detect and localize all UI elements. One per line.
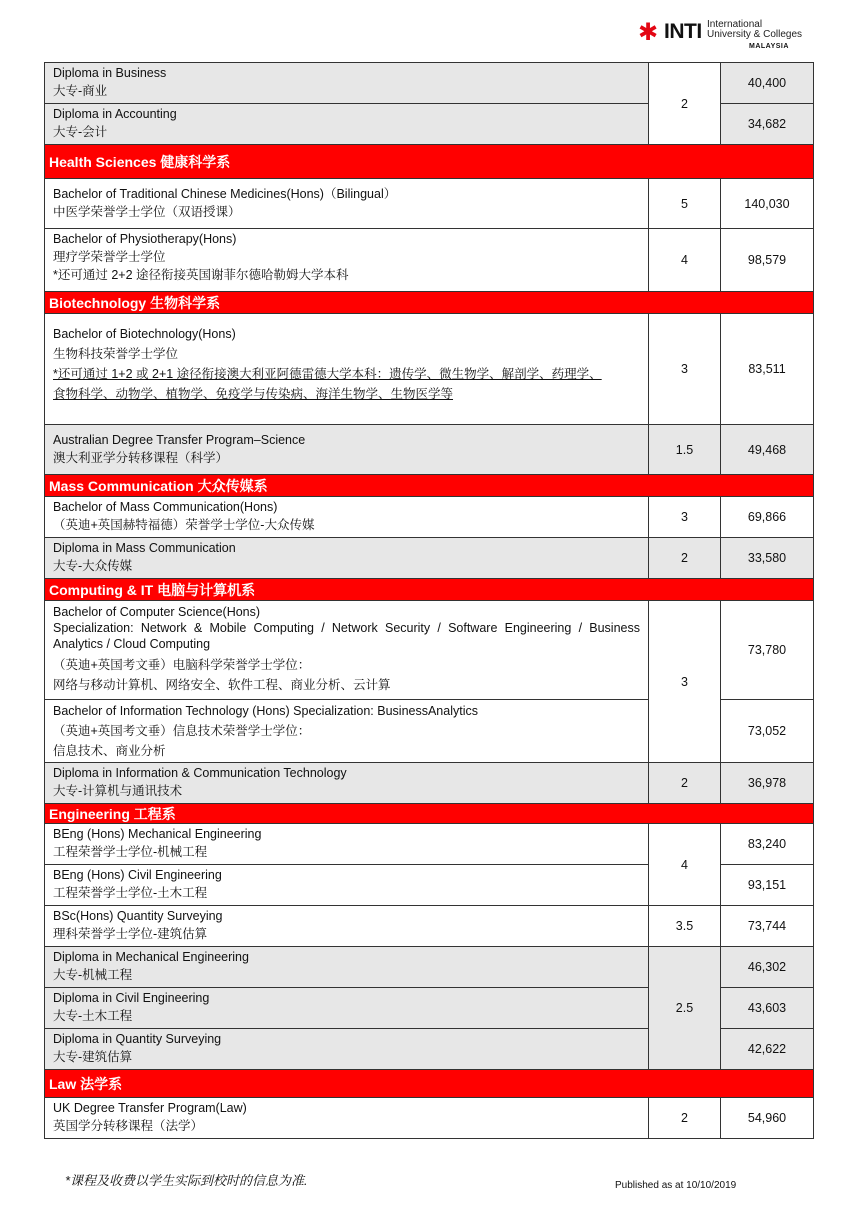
inti-logo — [638, 18, 818, 54]
program-cell — [45, 314, 649, 425]
section-header — [45, 579, 814, 601]
program-note: *还可通过 2+2 途径衔接英国谢菲尔德哈勒姆大学本科 — [53, 268, 349, 282]
program-name-zh: 英国学分转移课程（法学） — [53, 1119, 204, 1133]
program-cell — [45, 906, 649, 947]
program-cell — [45, 601, 649, 700]
fee-cell: 83,511 — [721, 314, 814, 425]
program-name-en: BEng (Hons) Mechanical Engineering — [53, 827, 262, 841]
years-cell: 1.5 — [649, 425, 721, 475]
table-row — [45, 497, 814, 538]
program-note: *还可通过 1+2 或 2+1 途径衔接澳大利亚阿德雷德大学本科：遗传学、微生物学、解剖学、药理学、 — [53, 367, 602, 381]
program-name-zh: 中医学荣誉学士学位（双语授课） — [53, 205, 241, 219]
fee-cell: 54,960 — [721, 1098, 814, 1139]
program-name-en: Bachelor of Biotechnology(Hons) — [53, 327, 236, 341]
program-name-en: Diploma in Mass Communication — [53, 541, 236, 555]
fee-cell: 140,030 — [721, 179, 814, 229]
fee-cell: 83,240 — [721, 824, 814, 865]
years-cell: 3 — [649, 601, 721, 763]
years-cell: 2 — [649, 63, 721, 145]
star-logo-icon: ✱ — [638, 18, 659, 46]
years-cell: 3.5 — [649, 906, 721, 947]
section-header — [45, 292, 814, 314]
years-cell: 2 — [649, 1098, 721, 1139]
fee-cell: 73,780 — [721, 601, 814, 700]
section-header — [45, 145, 814, 179]
section-title: Health Sciences 健康科学系 — [45, 145, 814, 179]
years-cell: 4 — [649, 229, 721, 292]
fee-cell: 33,580 — [721, 538, 814, 579]
fee-cell: 40,400 — [721, 63, 814, 104]
years-cell: 3 — [649, 497, 721, 538]
program-name-zh: 大专-机械工程 — [53, 968, 133, 982]
program-name-en: Diploma in Quantity Surveying — [53, 1032, 222, 1046]
section-title: Law 法学系 — [45, 1070, 814, 1098]
table-row — [45, 63, 814, 104]
table-row — [45, 314, 814, 425]
fee-cell: 43,603 — [721, 988, 814, 1029]
fee-cell: 98,579 — [721, 229, 814, 292]
program-name-zh: （英迪+英国考文垂）电脑科学荣誉学士学位： — [53, 658, 311, 672]
program-cell — [45, 63, 649, 104]
table-row — [45, 947, 814, 988]
section-header — [45, 804, 814, 824]
fee-cell: 49,468 — [721, 425, 814, 475]
program-name-en: Bachelor of Physiotherapy(Hons) — [53, 232, 237, 246]
table-row — [45, 229, 814, 292]
years-cell: 5 — [649, 179, 721, 229]
fee-cell: 73,052 — [721, 700, 814, 763]
program-name-zh: 理疗学荣誉学士学位 — [53, 250, 166, 264]
program-name-en: Bachelor of Mass Communication(Hons) — [53, 500, 278, 514]
program-name-en: Bachelor of Computer Science(Hons) — [53, 605, 261, 619]
table-row — [45, 601, 814, 700]
program-name-zh: 大专-计算机与通讯技术 — [53, 784, 183, 798]
program-cell — [45, 700, 649, 763]
table-row — [45, 425, 814, 475]
program-name-zh: 工程荣誉学士学位-土木工程 — [53, 886, 208, 900]
program-cell — [45, 538, 649, 579]
program-name-zh: 澳大利亚学分转移课程（科学） — [53, 451, 229, 465]
logo-line-1: International — [707, 19, 763, 30]
program-name-en: Diploma in Information & Communication Technology — [53, 766, 347, 780]
logo-subtitle — [707, 20, 802, 40]
logo-country: MALAYSIA — [749, 43, 789, 50]
program-cell — [45, 824, 649, 865]
program-specialization-zh: 网络与移动计算机、网络安全、软件工程、商业分析、云计算 — [53, 678, 391, 692]
section-title: Biotechnology 生物科学系 — [45, 292, 814, 314]
fee-cell: 36,978 — [721, 763, 814, 804]
table-row — [45, 763, 814, 804]
program-cell — [45, 1029, 649, 1070]
section-header — [45, 475, 814, 497]
program-name-en: Diploma in Accounting — [53, 107, 177, 121]
program-cell — [45, 763, 649, 804]
program-name-zh: 工程荣誉学士学位-机械工程 — [53, 845, 208, 859]
program-name-en: Diploma in Business — [53, 66, 167, 80]
program-cell — [45, 425, 649, 475]
program-name-en: Bachelor of Traditional Chinese Medicines(Hons)（Bilingual） — [53, 187, 397, 201]
logo-line-2: University & Colleges — [707, 29, 803, 40]
program-name-zh: 理科荣誉学士学位-建筑估算 — [53, 927, 208, 941]
table-row — [45, 824, 814, 865]
section-title: Computing & IT 电脑与计算机系 — [45, 579, 814, 601]
table-row — [45, 1098, 814, 1139]
section-header — [45, 1070, 814, 1098]
program-cell — [45, 229, 649, 292]
program-name-zh: 大专-土木工程 — [53, 1009, 133, 1023]
years-cell: 2 — [649, 538, 721, 579]
program-cell — [45, 179, 649, 229]
fee-table — [44, 62, 814, 1139]
fee-cell: 46,302 — [721, 947, 814, 988]
program-name-en: Diploma in Mechanical Engineering — [53, 950, 249, 964]
program-cell — [45, 497, 649, 538]
program-name-en: Diploma in Civil Engineering — [53, 991, 210, 1005]
program-name-en: Bachelor of Information Technology (Hons) Specialization: BusinessAnalytics — [53, 704, 478, 718]
years-cell: 2 — [649, 763, 721, 804]
program-cell — [45, 947, 649, 988]
footer-note: *课程及收费以学生实际到校时的信息为准. — [65, 1173, 308, 1188]
program-name-en: BSc(Hons) Quantity Surveying — [53, 909, 223, 923]
table-row — [45, 538, 814, 579]
table-row — [45, 906, 814, 947]
program-name-zh: （英迪+英国赫特福德）荣誉学士学位-大众传媒 — [53, 518, 315, 532]
fee-cell: 73,744 — [721, 906, 814, 947]
program-name-en: BEng (Hons) Civil Engineering — [53, 868, 222, 882]
program-cell — [45, 865, 649, 906]
program-cell — [45, 988, 649, 1029]
program-specialization: Specialization: Network & Mobile Computing / Network Security / Software Engineering / Business Analytics / Cloud Computing — [53, 621, 640, 651]
table-row — [45, 179, 814, 229]
program-name-zh: 生物科技荣誉学士学位 — [53, 347, 179, 361]
section-title: Mass Communication 大众传媒系 — [45, 475, 814, 497]
section-title: Engineering 工程系 — [45, 804, 814, 824]
program-note: 食物科学、动物学、植物学、免疫学与传染病、海洋生物学、生物医学等 — [53, 387, 454, 401]
program-name-zh: 大专-建筑估算 — [53, 1050, 133, 1064]
program-name-zh: 大专-会计 — [53, 125, 108, 139]
program-cell — [45, 104, 649, 145]
years-cell: 4 — [649, 824, 721, 906]
program-name-zh: （英迪+英国考文垂）信息技术荣誉学士学位： — [53, 724, 311, 738]
logo-brand: INTI — [664, 20, 702, 43]
years-cell: 3 — [649, 314, 721, 425]
published-date: Published as at 10/10/2019 — [615, 1180, 737, 1191]
fee-cell: 34,682 — [721, 104, 814, 145]
program-name-zh: 大专-商业 — [53, 84, 108, 98]
program-specialization-zh: 信息技术、商业分析 — [53, 744, 166, 758]
program-name-en: UK Degree Transfer Program(Law) — [53, 1101, 247, 1115]
program-name-zh: 大专-大众传媒 — [53, 559, 133, 573]
fee-cell: 69,866 — [721, 497, 814, 538]
program-name-en: Australian Degree Transfer Program–Science — [53, 433, 306, 447]
years-cell: 2.5 — [649, 947, 721, 1070]
fee-cell: 93,151 — [721, 865, 814, 906]
fee-cell: 42,622 — [721, 1029, 814, 1070]
program-cell — [45, 1098, 649, 1139]
